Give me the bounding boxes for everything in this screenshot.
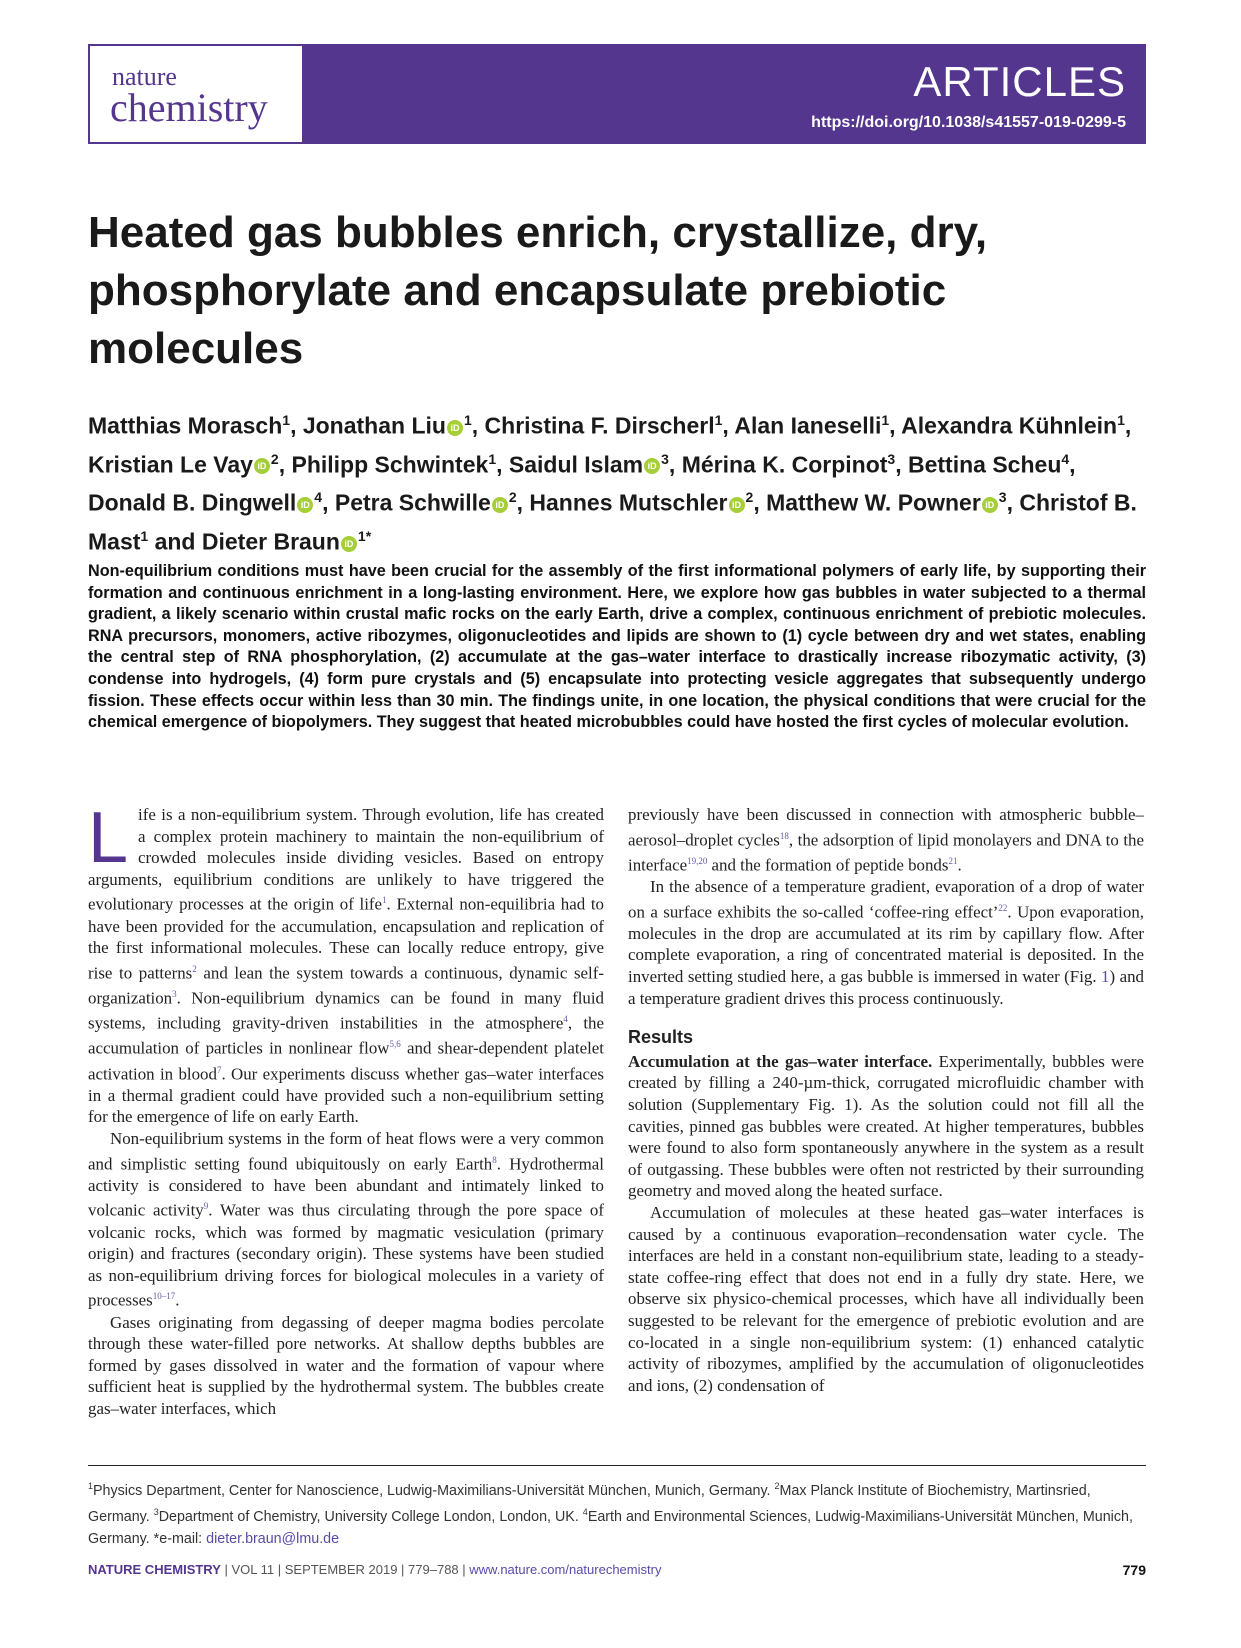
paragraph: Accumulation at the gas–water interface. Experimentally, bubbles were created by filling a 240-µm-thick, corrugated microfluidic chamber with solution (Supplementary Fig. 1). As the solution could not fill all the cavities, pinned gas bubbles were created. At higher temperatures, bubbles were found to also form spontaneously anywhere in the system as a result of outgassing. These bubbles were often not restricted by their surrounding geometry and moved along the heated surface. — [628, 1051, 1144, 1201]
citation-ref[interactable]: 18 — [779, 830, 789, 841]
paragraph: ife is a non-equilibrium system. Through evolution, life has created a complex protein machinery to maintain the non-equilibrium of crowded molecules inside dividing vesicles. Based on entropy arguments, equilibrium conditions are unlikely to have triggered the evolutionary processes at the origin of life$^1$. External non-equilibria had to have been provided for the accumulation, encapsulation and replication of the first informational molecules. These can locally reduce entropy, give rise to patterns$^2$ and lean the system towards a continuous, dynamic self-organization$^3$. Non-equilibrium dynamics can be found in many fluid systems, including gravity-driven instabilities in the atmosphere$^4$, the accumulation of particles in nonlinear flow$^{5,6}$ and shear-dependent platelet activation in blood$^7$. Our experiments discuss whether gas–water interfaces in a thermal gradient could have provided such a non-equilibrium setting for the emergence of life on early Earth. — [88, 805, 605, 1127]
journal-logo — [90, 46, 302, 142]
page-number: 779 — [1122, 1562, 1146, 1578]
author-affiliation: 2 — [745, 489, 754, 506]
author-affiliation: 1 — [1117, 412, 1125, 428]
citation-ref[interactable]: 10–17 — [152, 1291, 176, 1302]
affiliations: $^1$Physics Department, Center for Nanoscience, Ludwig-Maximilians-Universität München, Munich, Germany. $^2$Max Planck Institute of Biochemistry, Martinsried, Germany. $^3$Department of Chemistry, University College London, London, UK. $^4$Earth and Environmental Sciences, Ludwig-Maximilians-Universität München, Munich, Germany. *e-mail: dieter.braun@lmu.de — [88, 1481, 1133, 1547]
author-affiliation: 1 — [488, 450, 497, 467]
citation-ref[interactable]: 22 — [998, 902, 1008, 913]
author-name: Philipp Schwintek — [291, 451, 489, 478]
author-affiliation: 1* — [357, 527, 372, 544]
body-right-column — [628, 804, 1144, 1396]
author-affiliation: 1 — [881, 412, 890, 428]
author-name: Saidul Islam — [508, 451, 644, 478]
author-affiliation: 3 — [887, 450, 896, 467]
citation-ref[interactable]: 2 — [192, 963, 197, 974]
footer-issue: | VOL 11 | SEPTEMBER 2019 | 779–788 | — [220, 1562, 470, 1577]
citation-ref[interactable]: 4 — [563, 1014, 568, 1025]
author-affiliation: 1 — [140, 527, 149, 544]
author-name: Mérina K. Corpinot — [681, 451, 888, 478]
section-label: ARTICLES — [913, 58, 1126, 105]
author-name: Kristian Le Vay — [88, 451, 253, 478]
email-link[interactable]: dieter.braun@lmu.de — [206, 1530, 340, 1547]
paragraph: Non-equilibrium systems in the form of heat flows were a very common and simplistic setting found ubiquitously on early Earth$^8$. Hydrothermal activity is considered to have been abundant and intimately linked to volcanic activity$^9$. Water was thus circulating through the pore space of volcanic rocks, which was formed by magmatic vesiculation (primary origin) and fractures (secondary origin). These systems have been studied as non-equilibrium driving forces for biological molecules in a variety of processes$^{10-17}$. — [88, 1129, 604, 1311]
article-title: Heated gas bubbles enrich, crystallize, dry, phosphorylate and encapsulate prebiotic molecules — [88, 208, 988, 373]
author-name: Matthew W. Powner — [766, 489, 981, 516]
author-name: Alan Ianeselli — [734, 412, 882, 439]
section-heading-results: Results — [628, 1027, 694, 1048]
citation-ref[interactable]: 19,20 — [687, 855, 708, 866]
paragraph: Accumulation of molecules at these heated gas–water interfaces is caused by a continuous evaporation–recondensation water cycle. The interfaces are held in a constant non-equilibrium state, leading to a steady-state coffee-ring effect that does not end in a fully dry state. Here, we observe six physico-chemical processes, which have all individually been suggested to be relevant for the emergence of prebiotic evolution and are co-located in a single non-equilibrium system: (1) enhanced catalytic activity of ribozymes, amplified by the accumulation of oligonucleotides and ions, (2) condensation of — [628, 1202, 1144, 1395]
orcid-icon[interactable]: iD — [254, 458, 270, 474]
doi-link[interactable]: https://doi.org/10.1038/s41557-019-0299-5 — [811, 114, 1126, 131]
footnote-divider — [88, 1465, 1146, 1466]
citation-ref[interactable]: 1 — [382, 895, 387, 906]
orcid-icon[interactable]: iD — [341, 536, 357, 552]
author-name: Matthias Morasch — [88, 412, 283, 439]
author-name: Hannes Mutschler — [529, 489, 728, 516]
citation-ref[interactable]: 9 — [203, 1201, 209, 1212]
author-name: Christina F. Dirscherl — [484, 412, 715, 439]
author-name: Jonathan Liu — [302, 412, 446, 439]
figure-ref[interactable]: 1 — [1101, 967, 1110, 987]
author-name: Bettina Scheu — [908, 451, 1062, 478]
author-affiliation: 2 — [508, 489, 517, 506]
affiliation-number: 3 — [153, 1507, 159, 1518]
affiliation-number: 1 — [88, 1481, 94, 1491]
author-list: Matthias Morasch$^1$, Jonathan Liu iD $^1$, Christina F. Dirscherl$^1$, Alan Ianeselli$^1$, Alexandra Kühnlein$^1$, Kristian Le Vay iD $^2$, Philipp Schwintek$^1$, Saidul Islam iD $^3$, Mérina K. Corpinot$^3$, Bettina Scheu$^4$, Donald B. Dingwell iD $^4$, Petra Schwille iD $^2$, Hannes Mutschler iD $^2$, Matthew W. Powner iD $^3$, Christof B. Mast$^1$ and Dieter Braun iD $^{1*}$ — [88, 412, 1137, 555]
citation-ref[interactable]: 5,6 — [389, 1039, 401, 1050]
author-name: Petra Schwille — [334, 489, 491, 516]
paragraph: Gases originating from degassing of deeper magma bodies percolate through these water-filled pore networks. At shallow depths bubbles are formed by gases dissolved in water and the formation of vapour where sufficient heat is supplied by the hydrothermal system. The bubbles create gas–water interfaces, which — [88, 1312, 604, 1419]
orcid-icon[interactable]: iD — [644, 458, 660, 474]
paragraph: previously have been discussed in connection with atmospheric bubble–aerosol–droplet cycles$^{18}$, the adsorption of lipid monolayers and DNA to the interface$^{19,20}$ and the formation of peptide bonds$^{21}$. — [628, 805, 1144, 875]
author-affiliation: 1 — [282, 412, 291, 428]
author-name: Donald B. Dingwell — [88, 489, 297, 516]
logo-line-1: nature — [112, 62, 177, 91]
orcid-icon[interactable]: iD — [447, 420, 463, 436]
author-affiliation: 3 — [998, 489, 1007, 506]
footer-url[interactable]: www.nature.com/naturechemistry — [469, 1562, 662, 1577]
journal-header — [88, 44, 1146, 144]
header-band — [302, 46, 1144, 142]
author-affiliation: 4 — [314, 489, 323, 506]
author-affiliation: 1 — [714, 412, 723, 428]
subheading: Accumulation at the gas–water interface. — [628, 1051, 933, 1071]
paragraph: In the absence of a temperature gradient, evaporation of a drop of water on a surface exhibits the so-called ‘coffee-ring effect’$^{22}$. Upon evaporation, molecules in the drop are accumulated at its rim by capillary flow. After complete evaporation, a ring of concentrated material is deposited. In the inverted setting studied here, a gas bubble is immersed in water (Fig. 1) and a temperature gradient drives this process continuously. — [628, 877, 1144, 1008]
author-name: Dieter Braun — [201, 528, 340, 555]
body-left-column — [88, 798, 605, 1420]
author-name: Christof B. Mast — [88, 489, 1137, 555]
abstract: Non-equilibrium conditions must have been crucial for the assembly of the first informational polymers of early life, by supporting their formation and continuous enrichment in a long-lasting environment. Here, we explore how gas bubbles in water subjected to a thermal gradient, a likely scenario within crustal mafic rocks on the early Earth, drive a complex, continuous enrichment of prebiotic molecules. RNA precursors, monomers, active ribozymes, oligonucleotides and lipids are shown to (1) cycle between dry and wet states, enabling the central step of RNA phosphorylation, (2) accumulate at the gas–water interface to drastically increase ribozymatic activity, (3) condense into hydrogels, (4) form pure crystals and (5) encapsulate into protecting vesicle aggregates that subsequently undergo fission. These effects occur within less than 30 min. The findings unite, in one location, the physical conditions that were crucial for the chemical emergence of biopolymers. They suggest that heated microbubbles could have hosted the first cycles of molecular evolution. — [88, 562, 1146, 732]
orcid-icon[interactable]: iD — [982, 497, 998, 513]
orcid-icon[interactable]: iD — [729, 497, 745, 513]
author-name: Alexandra Kühnlein — [901, 412, 1118, 439]
citation-ref[interactable]: 3 — [172, 989, 177, 999]
author-affiliation: 1 — [463, 412, 472, 428]
orcid-icon[interactable]: iD — [492, 497, 508, 513]
author-affiliation: 4 — [1061, 450, 1070, 467]
affiliation-number: 4 — [582, 1507, 588, 1518]
logo-line-2: chemistry — [110, 85, 268, 130]
citation-ref[interactable]: 7 — [216, 1064, 222, 1075]
citation-ref[interactable]: 21 — [948, 855, 958, 866]
author-affiliation: 3 — [661, 450, 669, 467]
author-affiliation: 2 — [270, 450, 279, 467]
page-footer — [88, 1562, 661, 1577]
footer-journal: NATURE CHEMISTRY — [88, 1562, 221, 1577]
citation-ref[interactable]: 8 — [492, 1154, 497, 1165]
affiliation-number: 2 — [774, 1481, 780, 1491]
drop-cap: L — [88, 798, 129, 878]
orcid-icon[interactable]: iD — [297, 497, 313, 513]
